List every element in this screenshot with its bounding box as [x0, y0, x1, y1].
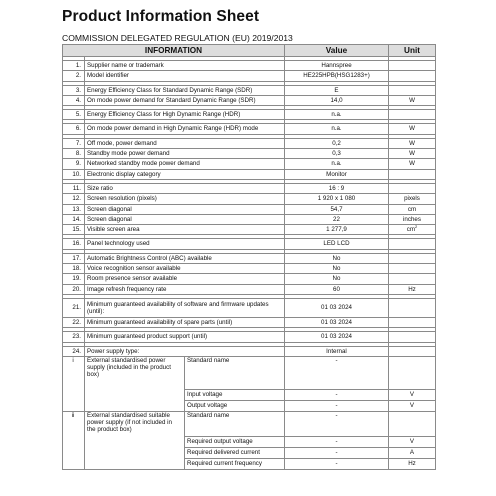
table-row [63, 346, 436, 356]
table-body [63, 57, 436, 470]
row-unit [389, 71, 436, 81]
unit-text: cm [406, 226, 415, 234]
row-label: Standby mode power demand [85, 149, 285, 159]
row-value: 01 03 2024 [285, 317, 389, 327]
row-value: n.a. [285, 159, 389, 169]
row-label: Minimum guaranteed availability of spare parts (until) [85, 317, 285, 327]
row-label: Size ratio [85, 183, 285, 193]
table-row [63, 71, 436, 81]
power-supply-field-value: - [285, 356, 389, 389]
row-unit [389, 183, 436, 193]
row-label: Power supply type: [85, 346, 285, 356]
row-label: Minimum guaranteed product support (until) [85, 332, 285, 342]
table-row [63, 138, 436, 148]
row-value: E [285, 85, 389, 95]
row-value: n.a. [285, 110, 389, 120]
row-label: Screen resolution (pixels) [85, 194, 285, 204]
row-unit: cm [389, 204, 436, 214]
row-label: Off mode, power demand [85, 138, 285, 148]
row-label: Voice recognition sensor available [85, 264, 285, 274]
row-value: No [285, 274, 389, 284]
row-value: No [285, 264, 389, 274]
row-number: 1. [63, 61, 85, 71]
row-unit [389, 110, 436, 120]
row-number: 15. [63, 225, 85, 235]
header-information: INFORMATION [63, 45, 285, 57]
power-supply-field-unit: V [389, 389, 436, 400]
row-number: 9. [63, 159, 85, 169]
row-number: 4. [63, 95, 85, 105]
power-supply-field-unit: Hz [389, 458, 436, 469]
table-row [63, 159, 436, 169]
row-label: Screen diagonal [85, 214, 285, 224]
row-value: 60 [285, 284, 389, 294]
row-unit [389, 264, 436, 274]
row-unit [389, 239, 436, 249]
row-label: Energy Efficiency Class for High Dynamic Range (HDR) [85, 110, 285, 120]
power-supply-field-label: Standard name [185, 356, 285, 389]
row-number: 7. [63, 138, 85, 148]
row-number: 11. [63, 183, 85, 193]
row-value: LED LCD [285, 239, 389, 249]
row-value: 01 03 2024 [285, 332, 389, 342]
row-unit: inches [389, 214, 436, 224]
header-value: Value [285, 45, 389, 57]
table-row [63, 284, 436, 294]
table-row [63, 239, 436, 249]
row-number: 22. [63, 317, 85, 327]
row-unit: W [389, 124, 436, 134]
row-unit [389, 346, 436, 356]
row-number: 13. [63, 204, 85, 214]
row-number: 17. [63, 253, 85, 263]
regulation-subtitle: COMMISSION DELEGATED REGULATION (EU) 2019/2013 [62, 33, 293, 43]
row-value: 01 03 2024 [285, 298, 389, 317]
row-unit [389, 274, 436, 284]
power-supply-row [63, 356, 436, 389]
row-unit [389, 317, 436, 327]
table-row [63, 149, 436, 159]
power-supply-row [63, 411, 436, 436]
row-value: 0,3 [285, 149, 389, 159]
power-supply-field-unit: V [389, 436, 436, 447]
power-supply-marker: ii [63, 411, 85, 469]
power-supply-field-value: - [285, 389, 389, 400]
power-supply-description: External standardised power supply (included in the product box) [85, 356, 185, 411]
power-supply-description: External standardised suitable power supply (if not included in the product box) [85, 411, 185, 469]
row-value: No [285, 253, 389, 263]
row-number: 24. [63, 346, 85, 356]
row-label: On mode power demand in High Dynamic Range (HDR) mode [85, 124, 285, 134]
table-row [63, 124, 436, 134]
row-number: 18. [63, 264, 85, 274]
table-row [63, 253, 436, 263]
row-number: 5. [63, 110, 85, 120]
table-row [63, 274, 436, 284]
power-supply-field-label: Required delivered current [185, 447, 285, 458]
power-supply-field-value: - [285, 447, 389, 458]
row-value: Monitor [285, 169, 389, 179]
row-number: 6. [63, 124, 85, 134]
row-label: On mode power demand for Standard Dynamic Range (SDR) [85, 95, 285, 105]
power-supply-field-label: Output voltage [185, 400, 285, 411]
row-value: 16 : 9 [285, 183, 389, 193]
row-value: Hannspree [285, 61, 389, 71]
row-unit [389, 225, 436, 235]
table-row [63, 264, 436, 274]
row-label: Room presence sensor available [85, 274, 285, 284]
power-supply-field-label: Required current frequency [185, 458, 285, 469]
row-number: 2. [63, 71, 85, 81]
row-unit [389, 169, 436, 179]
table-row [63, 194, 436, 204]
table-row [63, 317, 436, 327]
table-row [63, 183, 436, 193]
row-unit [389, 61, 436, 71]
row-value: Internal [285, 346, 389, 356]
power-supply-field-unit: A [389, 447, 436, 458]
power-supply-field-value: - [285, 400, 389, 411]
row-unit: W [389, 95, 436, 105]
unit-superscript: 2 [415, 224, 418, 230]
power-supply-field-label: Required output voltage [185, 436, 285, 447]
table-row [63, 204, 436, 214]
page-title: Product Information Sheet [62, 8, 260, 25]
table-row [63, 169, 436, 179]
row-number: 19. [63, 274, 85, 284]
row-unit [389, 332, 436, 342]
row-label: Energy Efficiency Class for Standard Dynamic Range (SDR) [85, 85, 285, 95]
row-number: 12. [63, 194, 85, 204]
row-value: n.a. [285, 124, 389, 134]
row-label: Supplier name or trademark [85, 61, 285, 71]
power-supply-field-unit [389, 411, 436, 436]
row-unit: W [389, 149, 436, 159]
row-number: 14. [63, 214, 85, 224]
table-row [63, 214, 436, 224]
header-unit: Unit [389, 45, 436, 57]
row-number: 23. [63, 332, 85, 342]
table-row [63, 298, 436, 317]
row-value: HE225HPB(HSG1283+) [285, 71, 389, 81]
row-number: 10. [63, 169, 85, 179]
row-value: 54,7 [285, 204, 389, 214]
table-row [63, 110, 436, 120]
row-number: 3. [63, 85, 85, 95]
power-supply-marker: i [63, 356, 85, 411]
power-supply-field-value: - [285, 411, 389, 436]
row-unit [389, 85, 436, 95]
row-unit [389, 298, 436, 317]
row-value: 1 920 x 1 080 [285, 194, 389, 204]
row-label: Minimum guaranteed availability of software and firmware updates (until): [85, 298, 285, 317]
table-header-row [63, 45, 436, 57]
row-number: 16. [63, 239, 85, 249]
row-label: Model identifier [85, 71, 285, 81]
row-unit: W [389, 159, 436, 169]
row-label: Image refresh frequency rate [85, 284, 285, 294]
table-row [63, 225, 436, 235]
power-supply-field-value: - [285, 436, 389, 447]
information-table [62, 44, 436, 470]
table-row [63, 85, 436, 95]
row-unit: pixels [389, 194, 436, 204]
row-label: Electronic display category [85, 169, 285, 179]
row-label: Screen diagonal [85, 204, 285, 214]
row-value: 22 [285, 214, 389, 224]
row-value: 1 277,9 [285, 225, 389, 235]
power-supply-field-value: - [285, 458, 389, 469]
row-unit: Hz [389, 284, 436, 294]
row-label: Networked standby mode power demand [85, 159, 285, 169]
row-number: 8. [63, 149, 85, 159]
table-row [63, 95, 436, 105]
row-value: 14,0 [285, 95, 389, 105]
power-supply-field-label: Input voltage [185, 389, 285, 400]
power-supply-field-unit: V [389, 400, 436, 411]
row-number: 20. [63, 284, 85, 294]
table-row [63, 61, 436, 71]
row-label: Automatic Brightness Control (ABC) available [85, 253, 285, 263]
row-unit [389, 253, 436, 263]
row-label: Panel technology used [85, 239, 285, 249]
table-row [63, 332, 436, 342]
row-number: 21. [63, 298, 85, 317]
power-supply-field-label: Standard name [185, 411, 285, 436]
power-supply-field-unit [389, 356, 436, 389]
row-label: Visible screen area [85, 225, 285, 235]
row-value: 0,2 [285, 138, 389, 148]
row-unit: W [389, 138, 436, 148]
